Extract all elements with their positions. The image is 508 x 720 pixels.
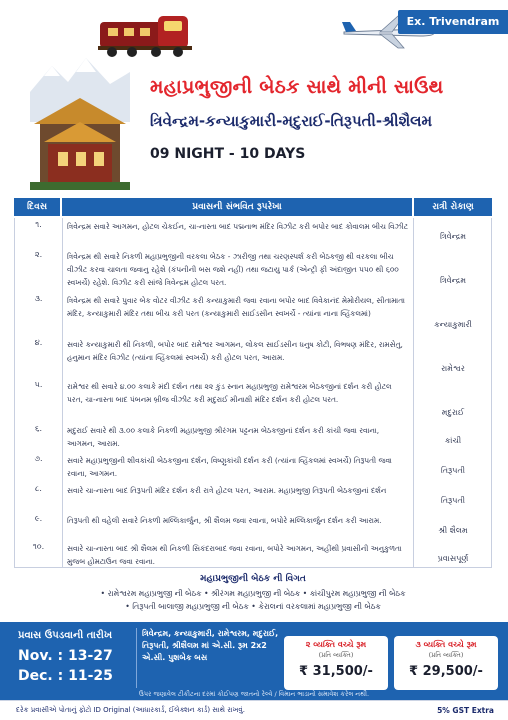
- day-description: ત્રિવેન્દ્રમ સવારે આગમન, હોટલ ચેકઈન, ચા-નાસ્તા બાદ પદ્મનાભ મંદિર વિઝીટ કરી બપોર બાદ કોવાલમ બીચ વિઝીટ: [67, 222, 409, 231]
- price-double-sharing: [284, 636, 388, 690]
- tour-route: ત્રિવેન્દ્રમ-કન્યાકુમારી-મદુરાઈ-તિરૂપતી-શ્રીશૈલમ: [150, 112, 433, 130]
- day-description: સવારે કન્યાકુમારી થી નિકળી, બપોર બાદ રામેશ્વર આગમન, લોકલ સાઈડસીન ધનુષ કોટી, વિભષણ મંદિર, રામસેતુ, હનુમાન મંદિર વિઝીટ (ત્યાંના વ્હિકલમાં સ્વખર્ચે) કરી હોટલ પરત, આરામ.: [67, 340, 403, 362]
- header: [0, 0, 508, 190]
- table-row: [15, 452, 493, 482]
- price-sub: (પ્રતિ વ્યક્તિ): [318, 651, 354, 659]
- day-number: ૬.: [34, 424, 43, 433]
- departure-nov: Nov. : 13-27: [18, 648, 113, 664]
- table-row: [15, 292, 493, 336]
- id-requirement-note: દરેક પ્રવાસીએ પોતાનું ફોટો ID Original (આધારકાર્ડ, ઈલેક્શન કાર્ડ) સાથે રાખવું.: [16, 706, 245, 714]
- day-description: મદુરાઈ સવારે થી ૩.૦૦ કલાકે નિકળી મહાપ્રભુજી શ્રીરંગમ પટ્ટનમ બેઠકજીનાં દર્શન કરી કાંચી જવા રવાના, આગમન, આરામ.: [67, 426, 380, 448]
- day-description: સવારે મહાપ્રભુજીની શીવકાંચી બેઠકજીના દર્શન, વિષ્ણુકાંચી દર્શન કરી (ત્યાંના વ્હિકલમાં સ્વખર્ચે) તિરૂપતી જવા રવાના, આગમન.: [67, 456, 392, 478]
- day-number: ૩.: [34, 294, 43, 303]
- header-day: દિવસ: [14, 198, 60, 216]
- day-description: ત્રિવેન્દ્રમ થી સવારે પુવાર બેક વોટર વીઝીટ કરી કન્યાકુમારી જવા રવાના બપોર બાદ વિવેકાનંદ મેમોરીયલ, સીતામાતા મંદિર, કન્યાકુમારી મંદિર તથા બીચ કરી પરત (કન્યાકુમારી સાઈડસીન સ્વખર્ચે - ત્યાંના નાના વ્હિકલમાં): [67, 296, 405, 318]
- tour-title: મહાપ્રભુજીની બેઠક સાથે મીની સાઉથ: [150, 76, 444, 98]
- day-description: સવારે ચા-નાસ્તા બાદ શ્રી શૈલમ થી નિકળી સિકંદરાબાદ જવા રવાના, બપોરે આગમન, અહીંથી પ્રવાસીની અનુકુળતા મુજબ હોમટાઉન જવા રવાના.: [67, 544, 402, 566]
- price-value: ₹ 31,500/-: [299, 664, 373, 679]
- day-description: રામેશ્વર થી સવારે ૪.૦૦ કલાકે મંદી દર્શન તથા ૨૨ કુંડ સ્નાન મહાપ્રભુજી રામેશ્વરમ બેઠકજીનાં દર્શન કરી હોટલ પરત, ચા-નાસ્તા બાદ પંબનમ બ્રીજ વીઝીટ કરી મદુરાઈ મીનાક્ષી મંદિર દર્શન કરી હોટલ પરત.: [67, 382, 392, 404]
- price-triple-sharing: [394, 636, 498, 690]
- price-label: ૨ વ્યક્તિ વચ્ચે રૂમ: [305, 640, 367, 649]
- route-details: ત્રિવેન્દ્રમ, કન્યાકુમારી, રામેશ્વરમ, મદુરાઈ, તિરૂપતી, શ્રીશૈલમ માં એ.સી. રૂમ 2x2 એ.સી. પુશબેક બસ: [142, 629, 279, 662]
- table-row: [15, 248, 493, 292]
- departure-label: પ્રવાસ ઉપડવાની તારીખ: [18, 630, 113, 641]
- fare-note: ઉપર જણાવેલ ટીકીટના દરમાં કોઈપણ જાતનો રેલ્વે / વિમાન ભાડાનો સમાવેશ કરેલ નથી.: [138, 690, 370, 698]
- night-stay: તિરૂપતી: [440, 496, 466, 505]
- header-itinerary: પ્રવાસની સંભવિત રૂપરેખા: [62, 198, 412, 216]
- price-sub: (પ્રતિ વ્યક્તિ): [428, 651, 464, 659]
- night-stay: રામેશ્વર: [441, 364, 465, 373]
- price-value: ₹ 29,500/-: [409, 664, 483, 679]
- day-description: તિરૂપતી થી વહેલી સવારે નિકળી મલ્લિકાર્જુન, શ્રી શૈલમ જવા રવાના, બપોરે મલ્લિકાર્જુન દર્શન કરી આરામ.: [67, 516, 382, 525]
- day-number: ૨.: [34, 250, 43, 259]
- night-stay: મદુરાઈ: [441, 408, 465, 417]
- divider: [136, 628, 137, 688]
- table-row: [15, 540, 493, 568]
- night-stay: કન્યાકુમારી: [434, 320, 472, 329]
- table-row: [15, 378, 493, 422]
- baithak-line: • રામેશ્વરમ મહાપ્રભુજી ની બેઠક • શ્રીરંગમ મહાપ્રભુજી ની બેઠક • કાંચીપુરમ મહાપ્રભુજી ની બેઠક: [100, 589, 406, 598]
- day-number: ૫.: [34, 380, 43, 389]
- footer: [0, 700, 508, 720]
- day-number: ૮.: [35, 484, 42, 493]
- night-stay: પ્રવાસપૂર્ણ: [437, 554, 469, 563]
- table-body: [14, 218, 492, 568]
- price-label: ૩ વ્યક્તિ વચ્ચે રૂમ: [415, 640, 477, 649]
- departure-dec: Dec. : 11-25: [18, 668, 113, 684]
- baithak-line: • તિરૂપતી બાલાજી મહાપ્રભુજી ની બેઠક • કેરાલનાં વરકલામાં મહાપ્રભુજી ની બેઠક: [125, 602, 381, 611]
- temple-image: [30, 52, 130, 190]
- baithak-title: મહાપ્રભુજીની બેઠક ની વિગત: [200, 574, 306, 584]
- day-number: ૧.: [35, 220, 42, 229]
- night-stay: ત્રિવેન્દ્રમ: [439, 232, 467, 241]
- table-row: [15, 512, 493, 540]
- table-row: [15, 336, 493, 378]
- day-description: સવારે ચા-નાસ્તા બાદ તિરૂપતી મંદિર દર્શન કરી રાત્રે હોટલ પરત, આરામ. મહાપ્રભુજી તિરૂપતી બેઠકજીનાં દર્શન: [67, 486, 387, 495]
- day-number: ૭.: [34, 454, 43, 463]
- pricing-banner: [0, 622, 508, 700]
- night-stay: શ્રી શૈલમ: [438, 526, 468, 535]
- day-number: ૪.: [34, 338, 43, 347]
- table-row: [15, 482, 493, 512]
- table-row: [15, 422, 493, 452]
- header-night-stay: રાત્રી રોકાણ: [414, 198, 492, 216]
- tour-duration: 09 NIGHT - 10 DAYS: [150, 146, 306, 162]
- itinerary-table: [14, 198, 492, 570]
- baithak-list: [14, 574, 492, 620]
- table-header: [14, 198, 492, 216]
- day-number: ૧૦.: [32, 542, 45, 551]
- day-description: ત્રિવેન્દ્રમ થી સવારે નિકળી મહાપ્રભુજીની વરકલા બેઠક - ઝારીજી તથા ચરણસ્પર્શ કરી બેઠકજી થી વરકલા બીચ વીઝીટ કરવા ચાલતા જવાનુ રહેશે (કંપનીની બસ જશે નહીં) તથા જટાયુ પાર્ક (એન્ટ્રી ફી અંદાજીત ૫૫૦ થી ૬૦૦ સ્વખર્ચે) રહેશે. વિઝીટ કરી સાંજે ત્રિવેન્દ્રમ હોટલ પરત.: [67, 252, 399, 287]
- origin-badge: Ex. Trivendram: [398, 10, 508, 34]
- night-stay: ત્રિવેન્દ્રમ: [439, 276, 467, 285]
- night-stay: તિરૂપતી: [440, 466, 466, 475]
- night-stay: કાંચી: [444, 436, 462, 445]
- table-row: [15, 218, 493, 248]
- day-number: ૯.: [34, 514, 43, 523]
- gst-note: 5% GST Extra: [437, 706, 494, 715]
